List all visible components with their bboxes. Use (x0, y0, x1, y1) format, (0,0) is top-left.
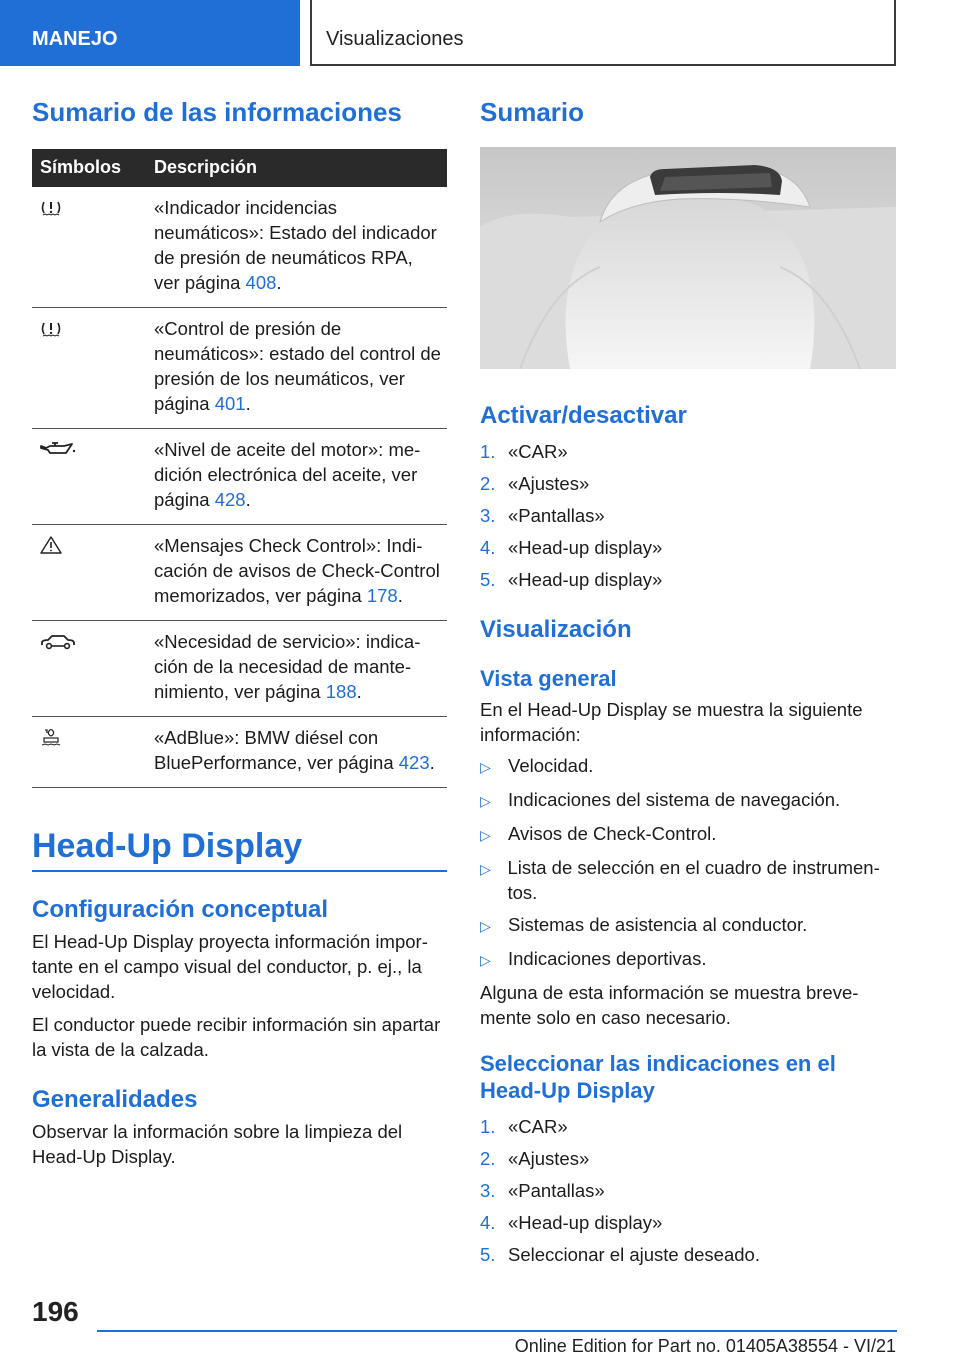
list-item: ▷ Avisos de Check-Control. (480, 821, 896, 848)
col-header-description: Descripción (154, 149, 447, 187)
concept-paragraph-1: El Head-Up Display proyecta información importante en el campo visual del conductor, p. ej., la velocidad. (32, 931, 428, 1003)
symbols-table (32, 149, 447, 788)
list-item: ▷ Sistemas de asistencia al conductor. (480, 912, 896, 939)
row-text: «Indicador incidencias neumáticos»: Estado del indicador de presión de neumáticos RPA, ver página (154, 196, 437, 293)
list-item: 1. «CAR» (480, 441, 568, 463)
list-item: 3. «Pantallas» (480, 505, 605, 527)
concept-title: Configuración conceptual (32, 896, 329, 924)
triangle-bullet-icon: ▷ (480, 860, 491, 877)
page-link[interactable]: 178 (366, 584, 398, 606)
visual-title: Visualización (480, 616, 632, 644)
table-row: «Necesidad de servicio»: indicación de la necesidad de mantenimiento, ver página 188. (32, 620, 447, 716)
triangle-bullet-icon: ▷ (480, 951, 491, 968)
list-item: 4. «Head-up display» (480, 1211, 663, 1233)
list-item: 3. «Pantallas» (480, 1179, 605, 1201)
sumario-title: Sumario (480, 97, 585, 127)
table-row: «Control de presión de neumáticos»: estado del control de presión de los neumáticos, ver página 401. (32, 307, 447, 428)
page-link[interactable]: 423 (398, 751, 430, 773)
table-row: «Mensajes Check Control»: Indicación de avisos de Check-Control memorizados, ver página 178. (32, 524, 447, 620)
list-item: 5. Seleccionar el ajuste deseado. (480, 1243, 760, 1265)
tire-pressure-warning-icon (40, 199, 62, 220)
tire-pressure-warning-icon (40, 320, 62, 341)
row-text: «Nivel de aceite del motor»: medición electrónica del aceite, ver página (154, 438, 421, 510)
page-number: 196 (32, 1296, 79, 1327)
page-link[interactable]: 428 (214, 488, 246, 510)
list-item: 2. «Ajustes» (480, 473, 590, 495)
table-row: «Indicador incidencias neumáticos»: Estado del indicador de presión de neumáticos RPA, ver página 408. (32, 187, 447, 308)
hud-section-title: Head-Up Display (32, 826, 447, 873)
select-steps (480, 1111, 896, 1271)
list-item: 4. «Head-up display» (480, 537, 663, 559)
row-text: «AdBlue»: BMW diésel con BluePerformance, ver página (154, 726, 399, 773)
list-item: 1. «CAR» (480, 1115, 568, 1137)
triangle-bullet-icon: ▷ (480, 917, 491, 934)
list-item: ▷ Velocidad. (480, 753, 896, 780)
triangle-bullet-icon: ▷ (480, 792, 491, 809)
head-up-display-photo (480, 147, 896, 369)
page-link[interactable]: 408 (245, 271, 277, 293)
activate-steps (480, 436, 896, 596)
overview-note: Alguna de esta información se muestra brevemente solo en caso necesario. (480, 981, 859, 1028)
overview-list (480, 753, 896, 973)
table-row: «Nivel de aceite del motor»: medición electrónica del aceite, ver página 428. (32, 428, 447, 524)
page-link[interactable]: 401 (214, 392, 246, 414)
overview-title: Vista general (480, 666, 617, 692)
activate-title: Activar/desactivar (480, 401, 687, 429)
row-text: «Mensajes Check Control»: Indicación de avisos de Check-Control memorizados, ver página (154, 534, 440, 606)
list-item: 2. «Ajustes» (480, 1147, 590, 1169)
warning-triangle-icon (40, 537, 62, 558)
list-item: ▷ Indicaciones deportivas. (480, 946, 896, 973)
list-item: 5. «Head-up display» (480, 569, 663, 591)
table-row: «AdBlue»: BMW diésel con BluePerformance, ver página 423. (32, 716, 447, 787)
concept-paragraph-2: El conductor puede recibir información sin apartar la vista de la calzada. (32, 1014, 441, 1061)
chapter-tab: Visualizaciones (310, 0, 896, 66)
triangle-bullet-icon: ▷ (480, 826, 491, 843)
row-text: «Control de presión de neumáticos»: estado del control de presión de los neumáticos, ver página (154, 317, 441, 414)
section-tab: MANEJO (0, 0, 300, 66)
list-item: ▷ Indicaciones del sistema de navegación. (480, 787, 896, 814)
list-item: ▷ Lista de selección en el cuadro de instrumentos. (480, 856, 880, 903)
edition-note: Online Edition for Part no. 01405A38554 - VI/21 (514, 1336, 896, 1356)
table-title: Sumario de las informaciones (32, 97, 402, 127)
row-text: «Necesidad de servicio»: indicación de la necesidad de mantenimiento, ver página (154, 630, 421, 702)
select-title: Seleccionar las indicaciones en el Head-Up Display (480, 1050, 836, 1104)
page-link[interactable]: 188 (325, 680, 357, 702)
oil-can-icon (40, 441, 76, 462)
triangle-bullet-icon: ▷ (480, 758, 491, 775)
overview-intro: En el Head-Up Display se muestra la siguiente información: (480, 698, 863, 745)
general-title: Generalidades (32, 1086, 198, 1114)
col-header-symbols: Símbolos (32, 149, 154, 187)
general-paragraph: Observar la información sobre la limpieza del Head-Up Display. (32, 1120, 403, 1167)
car-service-icon (40, 633, 76, 654)
left-column (32, 96, 447, 1169)
right-column (480, 96, 896, 1271)
adblue-icon (40, 729, 62, 750)
footer-divider (97, 1330, 897, 1332)
